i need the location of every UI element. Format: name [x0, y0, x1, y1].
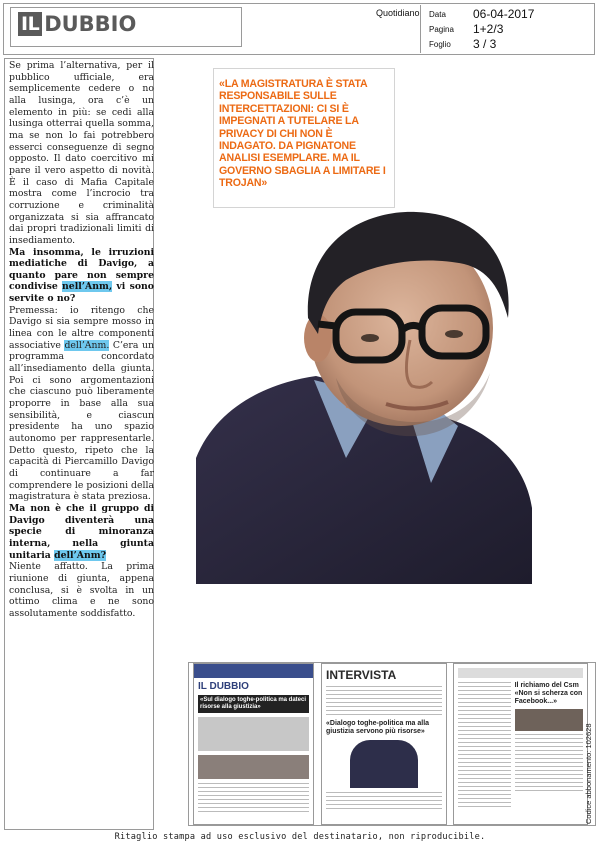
interview-question: Ma non è che il gruppo di Davigo diventerà una specie di minoranza interna, nella giunta unitaria dell’Anm?: [9, 502, 154, 561]
keyword-highlight: nell’Anm,: [62, 281, 113, 293]
logo-prefix: IL: [18, 12, 42, 36]
page-thumbnail: Il richiamo del Csm «Non si scherza con Facebook...»: [453, 663, 588, 825]
publication-type: Quotidiano: [376, 8, 420, 18]
paragraph: Se prima l’alternativa, per il pubblico ufficiale, era semplicemente cedere o no alla lusinga, ora c’è un elemento in più: se cedi alla lusinga otterrai quella somma, ma se non lo fai potrebbero esserci conseguenze di segno opposto. Il dato coercitivo mi pare il vero aspetto di novità. È il caso di Mafia Capitale mostra come l’incrocio tra corruzione e criminalità organizzata si sia affrancato dai propri tradizionali limiti di insediamento.: [9, 60, 154, 246]
keyword-highlight: dell’Anm.: [64, 339, 110, 351]
page-thumbnail: IL DUBBIO «Sul dialogo toghe-politica ma dateci risorse alla giustizia»: [193, 663, 314, 825]
interview-answer: Niente affatto. La prima riunione di giunta, appena conclusa, si è svolta in un ottimo clima e ne sono assolutamente soddisfatto.: [9, 561, 154, 619]
pull-quote: «LA MAGISTRATURA È STATA RESPONSABILE SULLE INTERCETTAZIONI: CI SI È IMPEGNATI A TUTELARE LA PRIVACY DI CHI NON È INDAGATO. DA PIGNATONE ANALISI ESEMPLARE. MA IL GOVERNO SBAGLIA A LIMITARE I TROJAN»: [219, 78, 386, 190]
reproduction-notice: Ritaglio stampa ad uso esclusivo del destinatario, non riproducibile.: [114, 832, 486, 842]
subscription-code: Codice abbonamento: 102628: [584, 723, 593, 824]
page-thumbnail: INTERVISTA «Dialogo toghe-politica ma alla giustizia servono più risorse»: [321, 663, 447, 825]
logo-name: DUBBIO: [44, 12, 137, 36]
clipping-meta: Data 06-04-2017 Pagina 1+2/3 Foglio 3 / 3: [420, 5, 593, 53]
interview-answer: Premessa: io ritengo che Davigo si sia sempre mosso in linea con le altre componenti associative dell’Anm. C’era un programma concordato all’insediamento della giunta. Poi ci sono argomentazioni che ciascuno può liberamente proporre in base alla sua sensibilità, e ciascun presidente ha uno spazio autonomo per rappresentarle. Detto questo, ripeto che la capacità di Piercamillo Davigo di continuare a far comprendere le posizioni della magistratura è stata preziosa.: [9, 304, 154, 503]
newspaper-logo: [18, 12, 150, 36]
article-text: [9, 60, 154, 620]
portrait-photo: [196, 208, 532, 584]
interview-question: Ma insomma, le irruzioni mediatiche di Davigo, a quanto pare non sempre condivise nell’Anm, vi sono servite o no?: [9, 246, 154, 305]
keyword-highlight: dell’Anm?: [54, 549, 107, 561]
